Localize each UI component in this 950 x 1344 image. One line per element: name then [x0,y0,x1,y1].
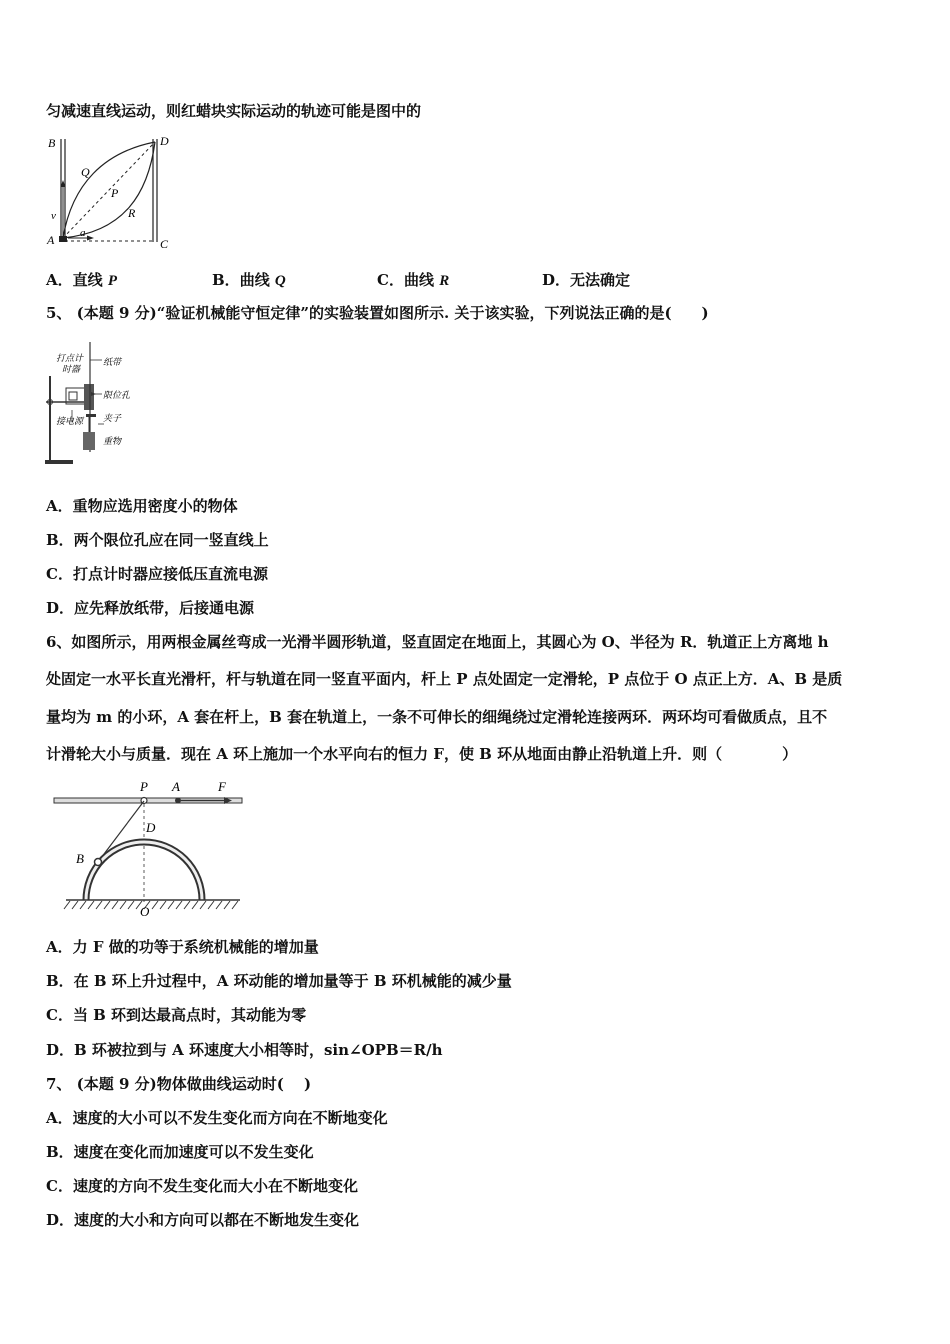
fig-label-C: C [160,237,169,249]
q5-option-d[interactable]: D．应先释放纸带，后接通电源 [46,599,255,617]
fig-label-B: B [48,136,56,150]
q6-stem-line-1: 6、如图所示，用两根金属丝弯成一光滑半圆形轨道，竖直固定在地面上，其圆心为 O、半径为 R．轨道正上方离地 h [46,633,829,651]
fig-label-power: 接电源 [56,416,84,426]
q4-option-d[interactable]: D．无法确定 [542,271,631,289]
q4-trajectory-figure [44,134,184,249]
fig-label-v: v [51,210,56,222]
fig-label-P: P [111,186,119,200]
fig-label-P: P [140,779,148,794]
q5-option-a[interactable]: A．重物应选用密度小的物体 [46,497,238,515]
q5-stem: 5、 (本题 9 分)“验证机械能守恒定律”的实验装置如图所示. 关于该实验，下列说法正确的是( ) [46,304,709,322]
fig-label-tape: 纸带 [103,357,122,367]
q6-stem-line-4: 计滑轮大小与质量．现在 A 环上施加一个水平向右的恒力 F，使 B 环从地面由静止沿轨道上升．则（ ） [46,745,798,763]
q4-option-b[interactable]: B．曲线 Q [212,271,286,289]
q7-option-b[interactable]: B．速度在变化而加速度可以不发生变化 [46,1143,314,1161]
fig-label-D: D [160,134,169,148]
q6-semicircle-figure [48,776,248,918]
q7-stem: 7、 (本题 9 分)物体做曲线运动时( ) [46,1075,312,1093]
q6-option-a[interactable]: A．力 F 做的功等于系统机械能的增加量 [46,938,319,956]
fig-label-A: A [47,233,55,247]
q6-option-d[interactable]: D．B 环被拉到与 A 环速度大小相等时，sin∠OPB＝R/h [46,1041,443,1059]
q4-option-a[interactable]: A．直线 P [46,271,118,289]
q6-option-c[interactable]: C．当 B 环到达最高点时，其动能为零 [46,1006,307,1024]
q5-apparatus-figure [44,332,144,467]
q5-option-b[interactable]: B．两个限位孔应在同一竖直线上 [46,531,269,549]
fig-label-weight: 重物 [103,436,122,446]
fig-label-hole: 限位孔 [103,390,131,400]
fig-label-A: A [172,779,180,794]
q6-stem-line-3: 量均为 m 的小环，A 套在杆上，B 套在轨道上，一条不可伸长的细绳绕过定滑轮连接两环．两环均可看做质点，且不 [46,708,828,726]
q4-option-c[interactable]: C．曲线 R [377,271,450,289]
fig-label-Q: Q [81,165,90,179]
fig-label-R: R [128,206,136,220]
q6-option-b[interactable]: B．在 B 环上升过程中，A 环动能的增加量等于 B 环机械能的减少量 [46,972,512,990]
q5-option-c[interactable]: C．打点计时器应接低压直流电源 [46,565,268,583]
fig-label-B: B [76,851,84,866]
q7-option-c[interactable]: C．速度的方向不发生变化而大小在不断地变化 [46,1177,358,1195]
q6-stem-line-2: 处固定一水平长直光滑杆，杆与轨道在同一竖直平面内，杆上 P 点处固定一定滑轮，P 点位于 O 点正上方．A、B 是质 [46,670,843,688]
q4-stem-tail: 匀减速直线运动，则红蜡块实际运动的轨迹可能是图中的 [46,102,422,120]
fig-label-a: a [80,227,86,239]
fig-label-O: O [140,904,150,918]
q7-option-a[interactable]: A．速度的大小可以不发生变化而方向在不断地变化 [46,1109,388,1127]
fig-label-D: D [146,820,156,835]
fig-label-clip: 夹子 [103,413,122,423]
q4-options [46,269,746,289]
q7-option-d[interactable]: D．速度的大小和方向可以都在不断地发生变化 [46,1211,360,1229]
fig-label-timer-2: 时器 [62,364,81,374]
fig-label-timer-1: 打点计 [56,353,84,363]
fig-label-F: F [218,779,226,794]
